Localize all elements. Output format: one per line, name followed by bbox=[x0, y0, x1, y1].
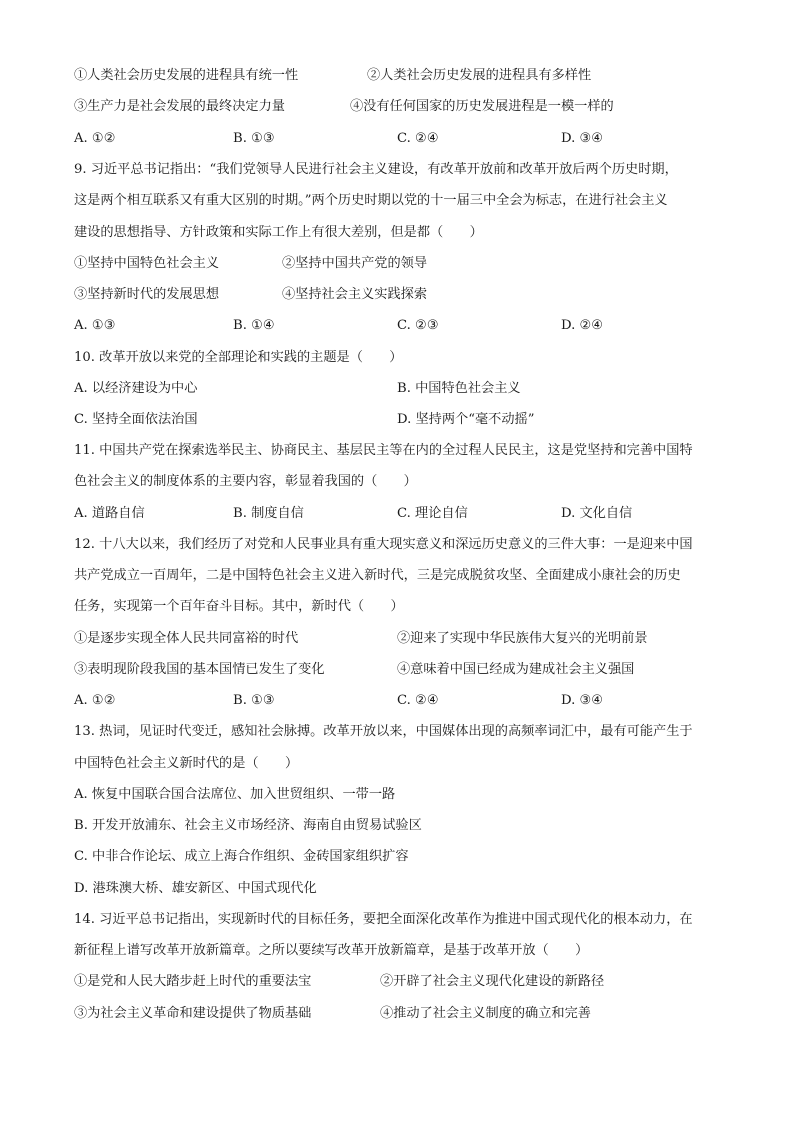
q10-stem-line-1: 10. 改革开放以来党的全部理论和实践的主题是（ ） bbox=[74, 350, 403, 365]
q8-statement-3: ③生产力是社会发展的最终决定力量 bbox=[74, 99, 285, 114]
q10-option-b: B. 中国特色社会主义 bbox=[397, 381, 521, 396]
q14-stem-line-2: 新征程上谱写改革开放新篇章。之所以要续写改革开放新篇章，是基于改革开放（ ） bbox=[74, 943, 589, 958]
q12-option-d: D. ③④ bbox=[561, 693, 604, 708]
q11-stem-line-1: 11. 中国共产党在探索选举民主、协商民主、基层民主等在内的全过程人民民主，这是党坚持和完善中国特 bbox=[74, 443, 693, 458]
q12-stem-line-1: 12. 十八大以来，我们经历了对党和人民事业具有重大现实意义和深远历史意义的三件大事：一是迎来中国 bbox=[74, 537, 693, 552]
q13-option-a: A. 恢复中国联合国合法席位、加入世贸组织、一带一路 bbox=[74, 787, 396, 802]
q9-option-a: A. ①③ bbox=[74, 318, 116, 333]
q9-statement-1: ①坚持中国特色社会主义 bbox=[74, 256, 220, 271]
q12-statement-4: ④意味着中国已经成为建成社会主义强国 bbox=[397, 662, 635, 677]
q9-option-b: B. ①④ bbox=[233, 318, 275, 333]
q14-statement-4: ④推动了社会主义制度的确立和完善 bbox=[380, 1006, 591, 1021]
q11-stem-line-2: 色社会主义的制度体系的主要内容，彰显着我国的（ ） bbox=[74, 474, 417, 489]
q10-option-d: D. 坚持两个“毫不动摇” bbox=[397, 412, 535, 427]
q14-statement-3: ③为社会主义革命和建设提供了物质基础 bbox=[74, 1006, 312, 1021]
q13-stem-line-2: 中国特色社会主义新时代的是（ ） bbox=[74, 756, 299, 771]
q12-statement-2: ②迎来了实现中华民族伟大复兴的光明前景 bbox=[397, 631, 648, 646]
q9-option-d: D. ②④ bbox=[561, 318, 604, 333]
q12-option-a: A. ①② bbox=[74, 693, 116, 708]
q12-stem-line-3: 任务，实现第一个百年奋斗目标。其中，新时代（ ） bbox=[74, 599, 404, 614]
q13-option-c: C. 中非合作论坛、成立上海合作组织、金砖国家组织扩容 bbox=[74, 849, 409, 864]
q8-statement-4: ④没有任何国家的历史发展进程是一模一样的 bbox=[350, 99, 614, 114]
q9-stem-line-2: 这是两个相互联系又有重大区别的时期。”两个历史时期以党的十一届三中全会为标志，在进行社会主义 bbox=[74, 193, 668, 208]
q10-option-c: C. 坚持全面依法治国 bbox=[74, 412, 198, 427]
q11-option-c: C. 理论自信 bbox=[397, 506, 468, 521]
q8-option-b: B. ①③ bbox=[233, 131, 275, 146]
q13-option-d: D. 港珠澳大桥、雄安新区、中国式现代化 bbox=[74, 881, 317, 896]
q14-statement-1: ①是党和人民大踏步赶上时代的重要法宝 bbox=[74, 974, 312, 989]
q11-option-b: B. 制度自信 bbox=[233, 506, 304, 521]
q12-statement-1: ①是逐步实现全体人民共同富裕的时代 bbox=[74, 631, 299, 646]
q8-option-d: D. ③④ bbox=[561, 131, 604, 146]
q8-option-a: A. ①② bbox=[74, 131, 116, 146]
q8-statement-2: ②人类社会历史发展的进程具有多样性 bbox=[367, 68, 592, 83]
q14-statement-2: ②开辟了社会主义现代化建设的新路径 bbox=[380, 974, 605, 989]
q9-statement-3: ③坚持新时代的发展思想 bbox=[74, 287, 220, 302]
q9-statement-4: ④坚持社会主义实践探索 bbox=[282, 287, 428, 302]
q10-option-a: A. 以经济建设为中心 bbox=[74, 381, 198, 396]
q12-option-b: B. ①③ bbox=[233, 693, 275, 708]
q9-option-c: C. ②③ bbox=[397, 318, 439, 333]
q8-statement-1: ①人类社会历史发展的进程具有统一性 bbox=[74, 68, 299, 83]
q12-stem-line-2: 共产党成立一百周年，二是中国特色社会主义进入新时代，三是完成脱贫攻坚、全面建成小康社会的历史 bbox=[74, 568, 681, 583]
q11-option-a: A. 道路自信 bbox=[74, 506, 145, 521]
q8-option-c: C. ②④ bbox=[397, 131, 439, 146]
q13-stem-line-1: 13. 热词，见证时代变迁，感知社会脉搏。改革开放以来，中国媒体出现的高频率词汇中，最有可能产生于 bbox=[74, 724, 693, 739]
q14-stem-line-1: 14. 习近平总书记指出，实现新时代的目标任务，要把全面深化改革作为推进中国式现代化的根本动力，在 bbox=[74, 912, 693, 927]
q9-stem-line-1: 9. 习近平总书记指出：“我们党领导人民进行社会主义建设，有改革开放前和改革开放后两个历史时期， bbox=[74, 162, 678, 177]
q12-option-c: C. ②④ bbox=[397, 693, 439, 708]
q12-statement-3: ③表明现阶段我国的基本国情已发生了变化 bbox=[74, 662, 325, 677]
q13-option-b: B. 开发开放浦东、社会主义市场经济、海南自由贸易试验区 bbox=[74, 818, 422, 833]
q9-stem-line-3: 建设的思想指导、方针政策和实际工作上有很大差别，但是都（ ） bbox=[74, 225, 483, 240]
q11-option-d: D. 文化自信 bbox=[561, 506, 633, 521]
q9-statement-2: ②坚持中国共产党的领导 bbox=[282, 256, 428, 271]
